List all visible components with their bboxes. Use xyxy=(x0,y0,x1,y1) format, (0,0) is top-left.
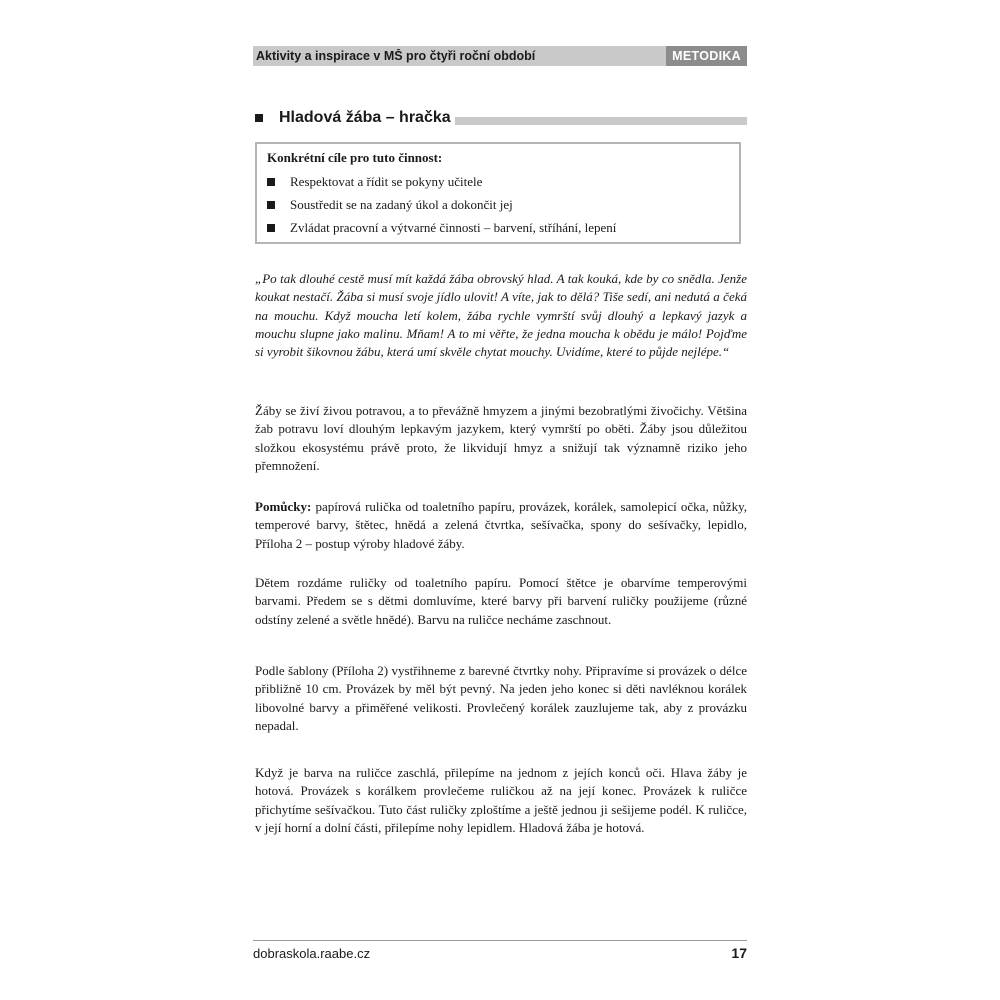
step2-paragraph: Podle šablony (Příloha 2) vystřihneme z barevné čtvrtky nohy. Připravíme si provázek o délce přibližně 10 cm. Provázek by měl být pevný. Na jeden jeho konec si děti navléknou korálek libovolné barvy a přiměřené velikosti. Provlečený korálek zauzlujeme tak, aby z provázku nepadal. xyxy=(255,663,747,733)
goals-list xyxy=(267,170,729,239)
intro-quote: „Po tak dlouhé cestě musí mít každá žába obrovský hlad. A tak kouká, kde by co snědla. Jenže koukat nestačí. Žába si musí svoje jídlo ulovit! A víte, jak to dělá? Tiše sedí, ani nedutá a čeká na mouchu. Když moucha letí kolem, žába rychle vymrští svůj dlouhý a lepkavý jazyk a mouchu slupne jako malinu. Mňam! A to mi věřte, že jedna moucha k obědu je málo! Pojďme si vyrobit šikovnou žábu, která umí skvěle chytat mouchy. Uvidíme, které to půjde nejlépe.“ xyxy=(255,271,747,360)
tools-text: papírová rulička od toaletního papíru, provázek, korálek, samolepicí očka, nůžky, temperové barvy, štětec, hnědá a zelená čtvrtka, sešívačka, spony do sešívačky, lepidlo, Příloha 2 – postup výroby hladové žáby. xyxy=(255,499,747,551)
square-bullet-icon xyxy=(267,224,275,232)
section-rule xyxy=(455,117,747,125)
square-bullet-icon xyxy=(267,201,275,209)
tools-label: Pomůcky: xyxy=(255,499,312,514)
goals-box xyxy=(255,142,741,244)
step3-paragraph: Když je barva na ruličce zaschlá, přilepíme na jednom z jejích konců oči. Hlava žáby je hotová. Provázek s korálkem provlečeme ruličkou až na její konec. Provázek k ruličce přichytíme sešívačkou. Tuto část ruličky zploštíme a ještě jednou ji sešijeme podél. K ruličce, v její horní a dolní části, přilepíme nohy lepidlem. Hladová žába je hotová. xyxy=(255,765,747,835)
list-item xyxy=(267,170,729,193)
header-title: Aktivity a inspirace v MŠ pro čtyři roční období xyxy=(256,49,536,63)
square-bullet-icon xyxy=(255,114,263,122)
tools-paragraph xyxy=(255,498,747,553)
list-item xyxy=(267,216,729,239)
goals-heading: Konkrétní cíle pro tuto činnost: xyxy=(267,150,443,165)
footer-site: dobraskola.raabe.cz xyxy=(253,946,371,961)
goal-text: Respektovat a řídit se pokyny učitele xyxy=(290,173,483,189)
section-title: Hladová žába – hračka xyxy=(279,109,451,126)
list-item xyxy=(267,193,729,216)
section-heading xyxy=(253,108,747,128)
square-bullet-icon xyxy=(267,178,275,186)
page-number: 17 xyxy=(731,945,747,961)
goal-text: Zvládat pracovní a výtvarné činnosti – barvení, stříhání, lepení xyxy=(290,219,617,235)
footer-rule xyxy=(253,940,747,941)
goal-text: Soustředit se na zadaný úkol a dokončit jej xyxy=(290,196,513,212)
page-header xyxy=(253,46,747,66)
header-section-label: METODIKA xyxy=(666,46,747,66)
facts-paragraph: Žáby se živí živou potravou, a to převážně hmyzem a jinými bezobratlými živočichy. Většina žab potravu loví dlouhým lepkavým jazykem, který vymrští po oběti. Žáby jsou důležitou složkou ekosystému právě proto, že likvidují hmyz a snižují tak významně riziko jeho přemnožení. xyxy=(255,403,747,473)
step1-paragraph: Dětem rozdáme ruličky od toaletního papíru. Pomocí štětce je obarvíme temperovými barvami. Předem se s dětmi domluvíme, které barvy při barvení ruličky použijeme (různé odstíny zelené a světle hnědé). Barvu na ruličce necháme zaschnout. xyxy=(255,575,747,627)
